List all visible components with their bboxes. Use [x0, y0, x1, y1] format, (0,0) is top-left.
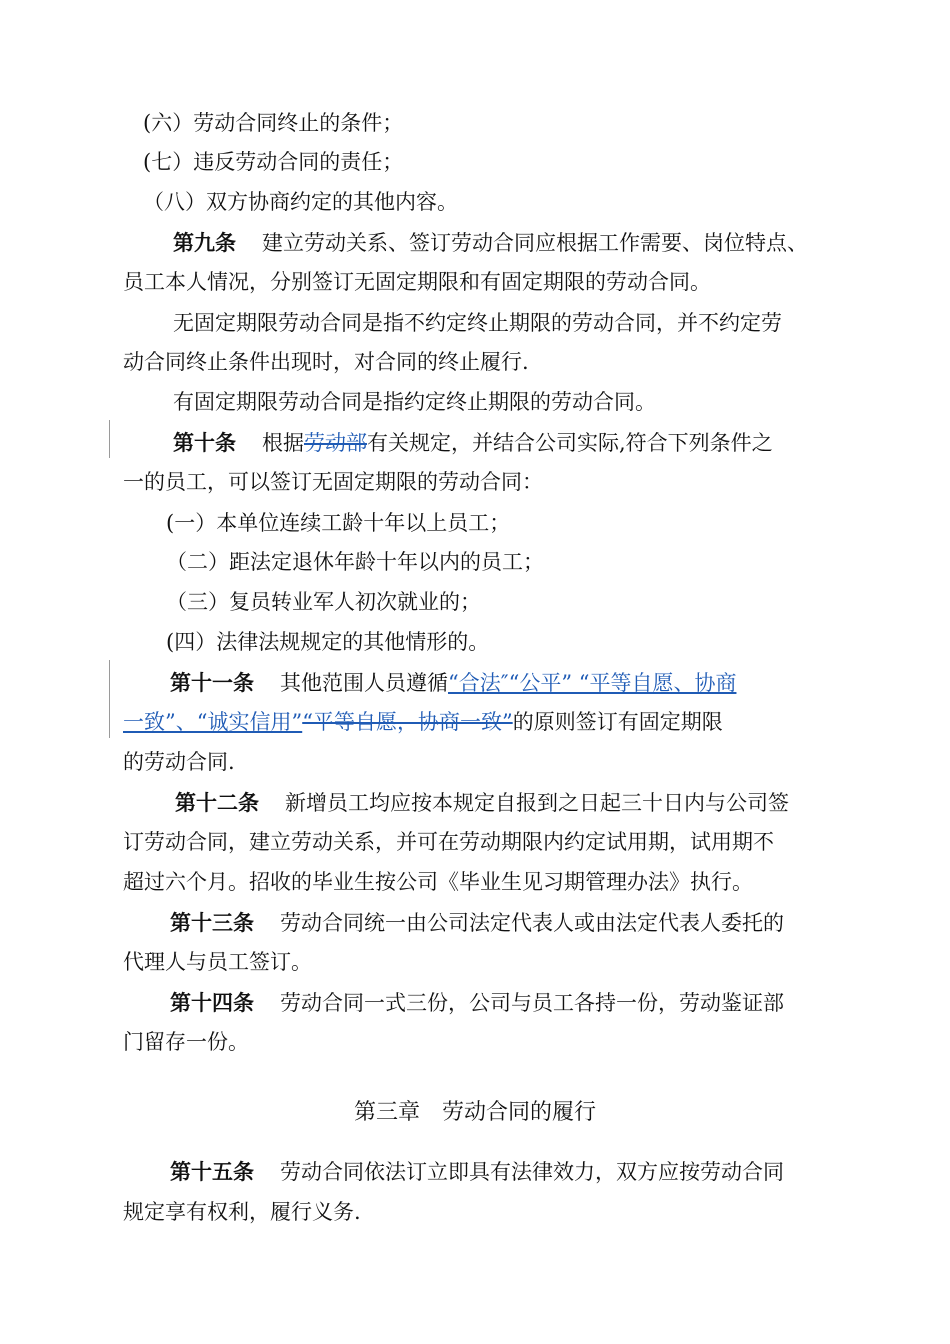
- article-14-line: [170, 988, 784, 1018]
- article-10-label: 第十条: [173, 430, 236, 455]
- article-14-text: 劳动合同一式三份，公司与员工各持一份，劳动鉴证部: [280, 991, 784, 1015]
- revision-bar: [109, 660, 110, 738]
- article-11-label: 第十一条: [170, 670, 254, 695]
- chapter-heading: 第三章 劳动合同的履行: [353, 1100, 596, 1125]
- article-12-line: 订劳动合同，建立劳动关系，并可在劳动期限内约定试用期，试用期不: [123, 830, 774, 854]
- article-9-line: [173, 228, 808, 258]
- article-13-line: [170, 908, 784, 938]
- article-12-line: [175, 788, 789, 818]
- article-9-paragraph: 动合同终止条件出现时，对合同的终止履行.: [123, 350, 529, 374]
- article-9-paragraph: 无固定期限劳动合同是指不约定终止期限的劳动合同，并不约定劳: [173, 311, 782, 335]
- list-item: （八）双方协商约定的其他内容。: [143, 190, 458, 214]
- list-item: （三）复员转业军人初次就业的；: [166, 590, 481, 614]
- inserted-text: “合法″“公平” “平等自愿、协商: [448, 671, 737, 695]
- article-9-line: 员工本人情况，分别签订无固定期限和有固定期限的劳动合同。: [123, 270, 711, 294]
- list-item: (一）本单位连续工龄十年以上员工；: [166, 511, 511, 535]
- article-15-line: 规定享有权利，履行义务.: [123, 1200, 361, 1224]
- article-10-line: [173, 428, 773, 458]
- deleted-text: “平等自愿，协商一致”: [302, 710, 513, 734]
- article-12-line: 超过六个月。招收的毕业生按公司《毕业生见习期管理办法》执行。: [123, 870, 753, 894]
- article-13-label: 第十三条: [170, 910, 254, 935]
- article-13-text: 劳动合同统一由公司法定代表人或由法定代表人委托的: [280, 911, 784, 935]
- article-14-line: 门留存一份。: [123, 1030, 249, 1054]
- article-9-paragraph: 有固定期限劳动合同是指约定终止期限的劳动合同。: [173, 390, 656, 414]
- article-10-line: 一的员工，可以签订无固定期限的劳动合同：: [123, 470, 543, 494]
- article-9-text: 建立劳动关系、签订劳动合同应根据工作需要、岗位特点、: [262, 231, 808, 255]
- list-item: （二）距法定退休年龄十年以内的员工；: [166, 550, 544, 574]
- list-item: (七）违反劳动合同的责任；: [143, 150, 404, 174]
- list-item: (六）劳动合同终止的条件；: [143, 111, 404, 135]
- article-11-line: [123, 707, 723, 737]
- article-13-line: 代理人与员工签订。: [123, 950, 312, 974]
- list-item: (四）法律法规规定的其他情形的。: [166, 630, 490, 654]
- inserted-text: 一致”、“诚实信用”: [123, 710, 303, 734]
- article-12-label: 第十二条: [175, 790, 259, 815]
- article-15-label: 第十五条: [170, 1159, 254, 1184]
- deleted-text: 劳动部: [304, 431, 367, 455]
- article-10-text: 有关规定，并结合公司实际,符合下列条件之: [367, 431, 773, 455]
- article-12-text: 新增员工均应按本规定自报到之日起三十日内与公司签: [285, 791, 789, 815]
- article-15-text: 劳动合同依法订立即具有法律效力，双方应按劳动合同: [280, 1160, 784, 1184]
- article-14-label: 第十四条: [170, 990, 254, 1015]
- revision-bar: [109, 420, 110, 458]
- article-11-line: 的劳动合同.: [123, 750, 235, 774]
- article-15-line: [170, 1157, 784, 1187]
- article-9-label: 第九条: [173, 230, 236, 255]
- article-11-line: [170, 668, 736, 698]
- article-10-text: 根据: [262, 431, 304, 455]
- article-11-text: 其他范围人员遵循: [280, 671, 448, 695]
- article-11-text: 的原则签订有固定期限: [512, 710, 723, 734]
